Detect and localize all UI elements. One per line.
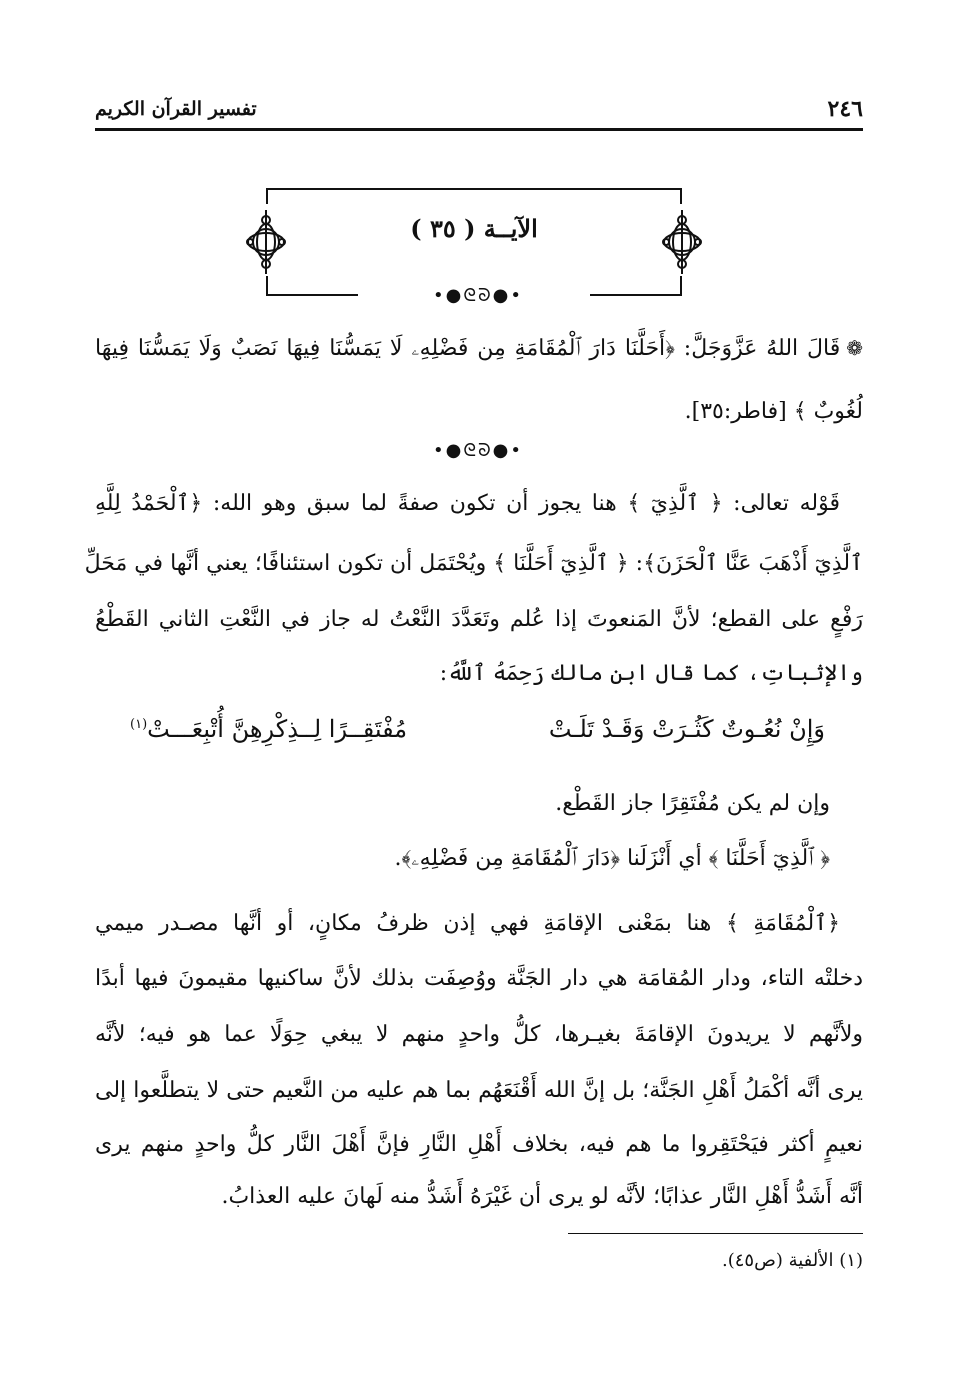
footnote-separator	[568, 1233, 863, 1234]
poem-right-hemistich: وَإِنْ نُعُـوتٌ كَثُـرَتْ وَقَـدْ تَلَـتْ	[548, 715, 825, 743]
frame-bottom-left-line	[266, 294, 358, 296]
page-header	[95, 96, 863, 130]
poem-left-hemistich-wrap	[130, 714, 407, 745]
paragraph-line: ﴿ٱلْمُقَامَةِ ﴾ هنا بمَعْنى الإقامَةِ فهي إذن ظرفُ مكانٍ، أو أنَّها مصـدر ميمي	[95, 911, 840, 936]
paragraph-line: أنَّه أَشَدُّ أَهْلِ النَّار عذابًا؛ لأنَّه لو يرى أن غَيْرَهُ أَشَدُّ منه لَهانَ عليه العذابُ.	[221, 1184, 863, 1209]
ornament-divider: •●ᘓᘐ●•	[433, 285, 523, 306]
frame-tick-bottom-right	[680, 276, 682, 294]
frame-tick-left	[266, 188, 268, 204]
header-rule	[95, 128, 863, 131]
body-line: والإثباتِ، كما قال ابن مالك رَحِمَهُ ٱللَّهُ:	[439, 661, 863, 686]
page-number: ٢٤٦	[827, 96, 863, 122]
poem-left-hemistich: مُفْتَقِــرًا لِــذِكْرِهِنَّ أُتْبِعَـــتْ	[147, 715, 408, 743]
ornament-divider: •●ᘓᘐ●•	[433, 440, 523, 461]
body-line: ﴿ ٱلَّذِيٓ أَحَلَّنَا ﴾ أي أَنْزَلَنا ﴿دَارَ ٱلْمُقَامَةِ مِن فَضْلِهِۦ﴾.	[394, 846, 830, 871]
verse-line-1	[95, 335, 863, 364]
book-title: تفسير القرآن الكريم	[95, 98, 257, 120]
frame-tick-right	[680, 188, 682, 204]
ayah-frame	[266, 188, 682, 296]
body-line: رَفْعٍ على القطع؛ لأنَّ المَنعوتَ إذا عُلم وتَعَدَّدَ النَّعْتُ له جاز في النَّعْتِ الثاني القَطْعُ	[95, 607, 863, 632]
ayah-heading: الآيــة ( ٣٥ )	[410, 214, 538, 243]
paragraph-line: دخلتْه التاء، ودار المُقامَة هي دار الجَنَّة ووُصِفَت بذلك لأنَّ ساكنيها مقيمونَ فيها أبدًا	[95, 966, 863, 991]
body-line: قَوْله تعالى: ﴿ ٱلَّذِيٓ ﴾ هنا يجوز أن تكون صفةً لما سبق وهو الله: ﴿ٱلْحَمْدُ لِلَّهِ	[95, 491, 840, 516]
paragraph-line: ولأنَّهم لا يريدونَ الإقامَةَ بغيـرها، كلُّ واحدٍ منهم لا يبغي حِوَلًا عما هو فيه؛ لأنَّه	[95, 1022, 863, 1047]
paragraph-line: نعيمٍ أكثر فيَحْتَقِروا ما هم فيه، بخلاف أَهْلِ النَّارِ فإنَّ أَهْلَ النَّار كلُّ واحدٍ منهم يرى	[95, 1132, 863, 1157]
flower-bullet-icon: ❁	[846, 336, 863, 360]
verse-line-1-text: قَالَ اللهُ عَزَّوَجَلَّ: ﴿أَحَلَّنَا دَارَ ٱلْمُقَامَةِ مِن فَضْلِهِۦ لَا يَمَسُّنَا فِيهَا نَصَبٌ وَلَا يَمَسُّنَا فِيهَا	[95, 336, 841, 361]
frame-tick-bottom-left	[266, 276, 268, 294]
frame-top-line	[266, 188, 682, 190]
footnote: (١) الألفية (ص٤٥).	[722, 1250, 863, 1271]
body-line: وإن لم يكن مُفْتَقِرًا جاز القَطْع.	[555, 791, 830, 816]
verse-line-2: لُغُوبٌ ﴾ [فاطر:٣٥].	[684, 399, 863, 424]
paragraph-line: يرى أنَّه أكْمَلُ أَهْلِ الجَنَّة؛ بل إنَّ الله أَقْنَعَهُم بما هم عليه من النَّعيم حتى لا يتطلَّعوا إلى	[95, 1078, 863, 1103]
body-line: ٱلَّذِيٓ أَذْهَبَ عَنَّا ٱلْحَزَنَ﴾: ﴿ ٱلَّذِيٓ أَحَلَّنَا ﴾ ويُحْتَمَل أن تكون استئنافًا؛ يعني أنَّها في مَحَلِّ	[84, 551, 863, 576]
frame-bottom-right-line	[590, 294, 682, 296]
footnote-marker: (١)	[130, 717, 148, 732]
